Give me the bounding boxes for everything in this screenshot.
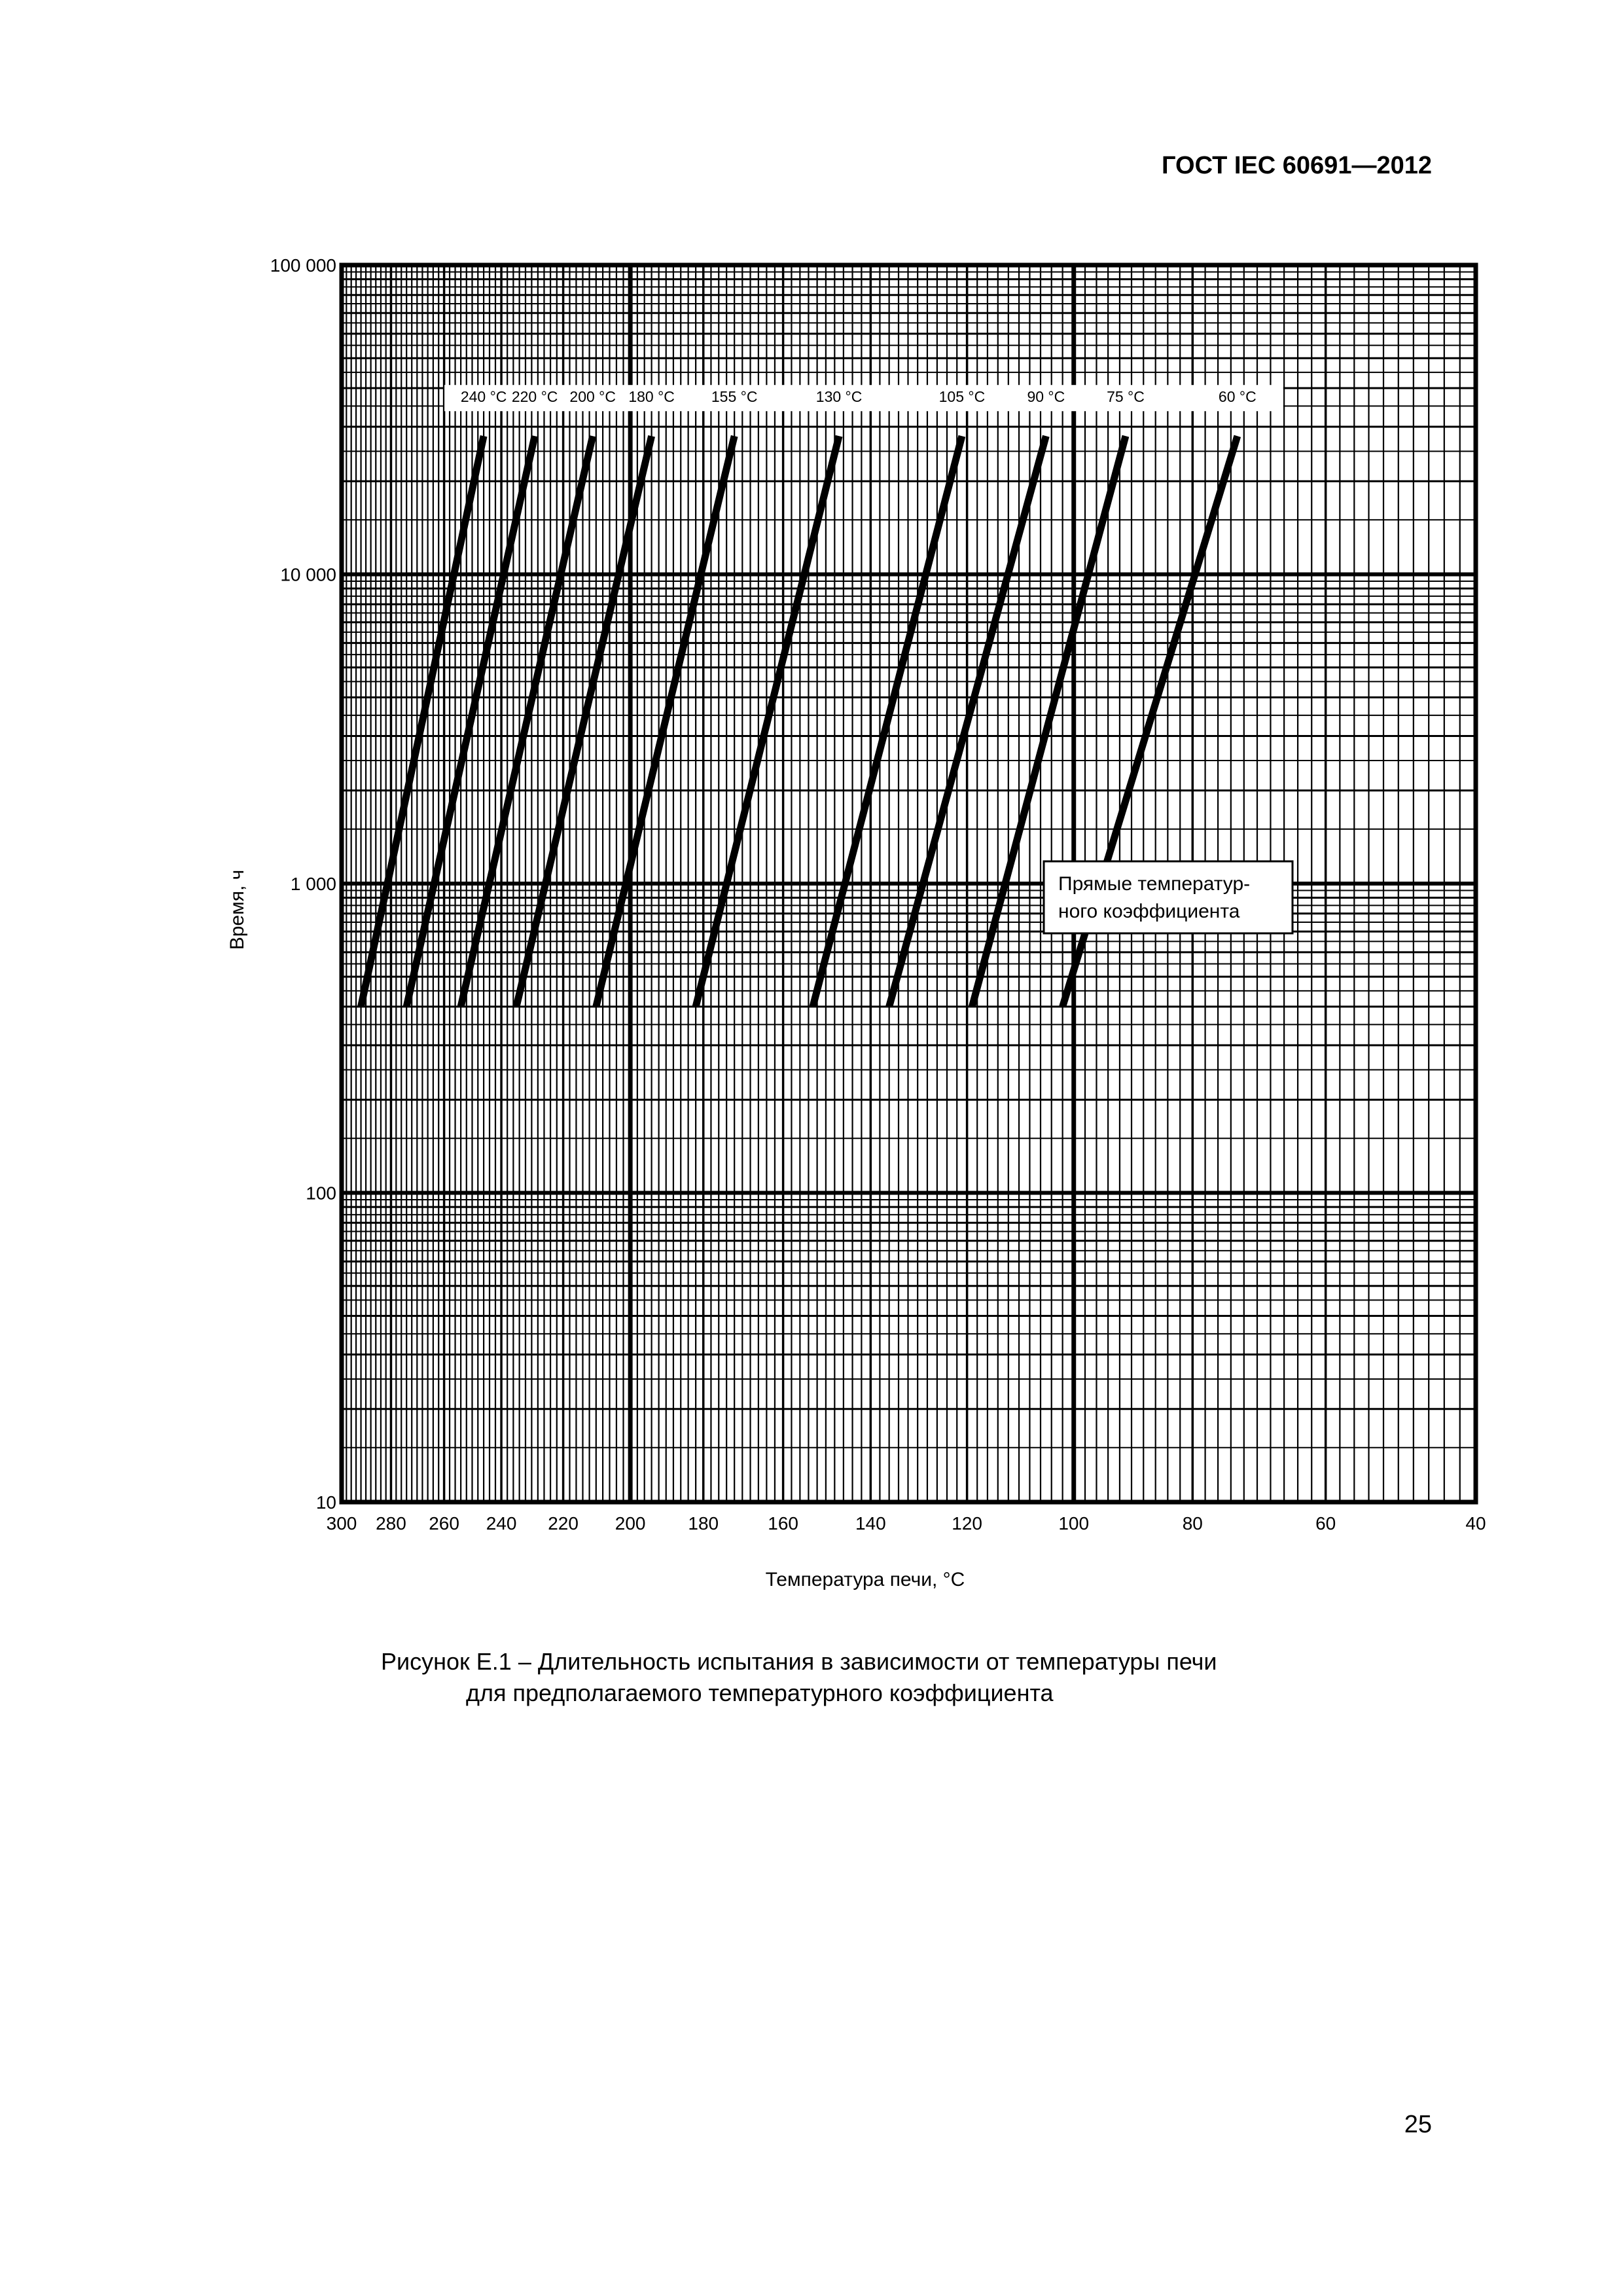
y-tick-label: 1 000 [290,874,336,894]
x-tick-label: 80 [1182,1513,1203,1534]
figure-caption-line-2: для предполагаемого температурного коэффициента [466,1679,1054,1706]
x-tick-label: 260 [429,1513,459,1534]
x-tick-label: 60 [1315,1513,1336,1534]
x-tick-label: 180 [688,1513,719,1534]
x-tick-label: 140 [855,1513,886,1534]
series-label-8: 90 °С [1027,388,1065,406]
document-code: ГОСТ IEC 60691—2012 [1162,152,1432,179]
series-label-1: 240 °С [460,388,507,406]
x-axis-title: Температура печи, °С [765,1569,965,1590]
chart-legend [1044,861,1293,933]
y-tick-label: 100 [306,1183,336,1204]
legend-text-line-2: ного коэффициента [1058,901,1240,922]
chart-grid [342,265,1476,1502]
series-label-6: 130 °С [815,388,863,406]
series-label-9: 75 °С [1107,388,1145,406]
x-tick-label: 200 [615,1513,646,1534]
series-label-7: 105 °С [938,388,986,406]
chart-series-labels [444,385,1283,411]
x-tick-label: 240 [486,1513,517,1534]
x-tick-label: 160 [768,1513,798,1534]
x-tick-label: 100 [1058,1513,1090,1534]
x-tick-label: 280 [376,1513,406,1534]
series-label-2: 220 °С [511,388,558,406]
series-label-3: 200 °С [569,388,616,406]
page-number: 25 [1404,2111,1432,2138]
x-tick-label: 220 [548,1513,579,1534]
figure-caption-line-1: Рисунок Е.1 – Длительность испытания в зависимости от температуры печи [381,1648,1217,1675]
x-tick-label: 40 [1465,1513,1486,1534]
x-tick-label: 300 [326,1513,357,1534]
y-tick-label: 100 000 [270,255,336,276]
y-tick-label: 10 000 [280,564,336,585]
series-label-10: 60 °С [1218,388,1257,406]
series-label-4: 180 °С [628,388,675,406]
y-axis-title: Время, ч [226,869,248,950]
x-tick-label: 120 [952,1513,982,1534]
legend-box [1044,861,1293,933]
series-label-5: 155 °С [711,388,758,406]
legend-text-line-1: Прямые температур- [1058,873,1251,895]
y-tick-label: 10 [315,1492,336,1513]
